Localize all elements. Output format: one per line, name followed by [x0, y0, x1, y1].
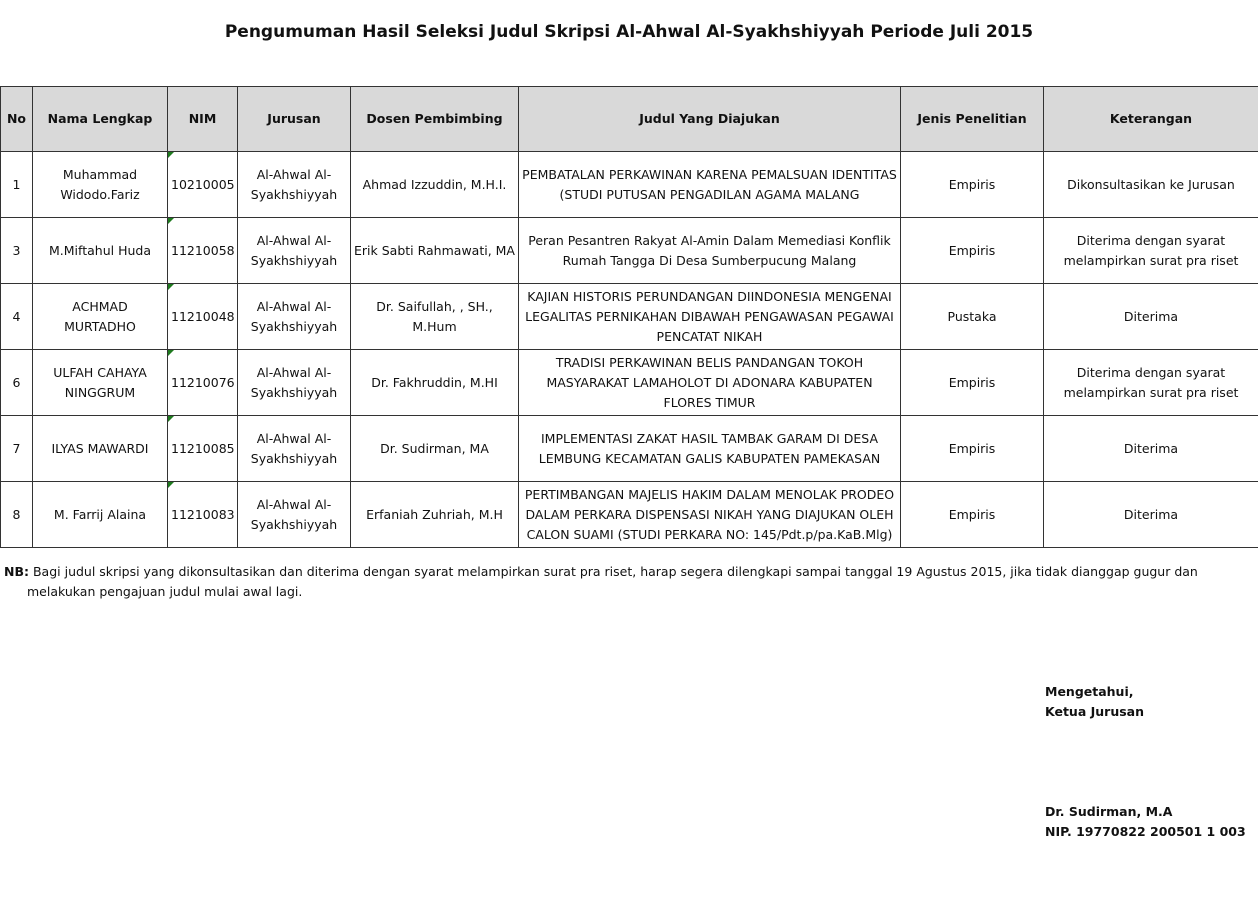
signature-block	[1045, 802, 1246, 842]
cell-nama: ILYAS MAWARDI	[33, 416, 168, 482]
cell-nim: 11210083	[168, 482, 238, 548]
cell-keterangan: Diterima	[1044, 482, 1258, 548]
signature-nip: NIP. 19770822 200501 1 003	[1045, 824, 1246, 839]
cell-no: 8	[1, 482, 33, 548]
cell-jenis: Empiris	[901, 350, 1044, 416]
table-header-row	[1, 87, 1258, 152]
cell-judul: PERTIMBANGAN MAJELIS HAKIM DALAM MENOLAK PRODEO DALAM PERKARA DISPENSASI NIKAH YANG DIAJUKAN OLEH CALON SUAMI (STUDI PERKARA NO: 145/Pdt.p/pa.KaB.Mlg)	[519, 482, 901, 548]
header-nim: NIM	[168, 87, 238, 152]
signature-heading	[1045, 682, 1144, 722]
cell-dosen: Erik Sabti Rahmawati, MA	[351, 218, 519, 284]
cell-dosen: Dr. Fakhruddin, M.HI	[351, 350, 519, 416]
header-dosen: Dosen Pembimbing	[351, 87, 519, 152]
table-row	[1, 284, 1258, 350]
cell-nim: 10210005	[168, 152, 238, 218]
header-no: No	[1, 87, 33, 152]
cell-jurusan: Al-Ahwal Al-Syakhshiyyah	[238, 152, 351, 218]
cell-jurusan: Al-Ahwal Al-Syakhshiyyah	[238, 284, 351, 350]
cell-judul: TRADISI PERKAWINAN BELIS PANDANGAN TOKOH MASYARAKAT LAMAHOLOT DI ADONARA KABUPATEN FLORES TIMUR	[519, 350, 901, 416]
cell-judul: PEMBATALAN PERKAWINAN KARENA PEMALSUAN IDENTITAS (STUDI PUTUSAN PENGADILAN AGAMA MALANG	[519, 152, 901, 218]
cell-nim: 11210076	[168, 350, 238, 416]
cell-jenis: Pustaka	[901, 284, 1044, 350]
cell-jenis: Empiris	[901, 152, 1044, 218]
cell-keterangan: Diterima dengan syarat melampirkan surat pra riset	[1044, 218, 1258, 284]
note	[4, 562, 1204, 602]
header-jurusan: Jurusan	[238, 87, 351, 152]
cell-keterangan: Dikonsultasikan ke Jurusan	[1044, 152, 1258, 218]
cell-nim: 11210058	[168, 218, 238, 284]
table-row	[1, 482, 1258, 548]
header-jenis: Jenis Penelitian	[901, 87, 1044, 152]
cell-judul: Peran Pesantren Rakyat Al-Amin Dalam Memediasi Konflik Rumah Tangga Di Desa Sumberpucung Malang	[519, 218, 901, 284]
cell-jurusan: Al-Ahwal Al-Syakhshiyyah	[238, 416, 351, 482]
cell-nama: Muhammad Widodo.Fariz	[33, 152, 168, 218]
header-keterangan: Keterangan	[1044, 87, 1258, 152]
table-row	[1, 152, 1258, 218]
cell-nama: M. Farrij Alaina	[33, 482, 168, 548]
cell-jenis: Empiris	[901, 416, 1044, 482]
cell-judul: KAJIAN HISTORIS PERUNDANGAN DIINDONESIA MENGENAI LEGALITAS PERNIKAHAN DIBAWAH PENGAWASAN PEGAWAI PENCATAT NIKAH	[519, 284, 901, 350]
page-title: Pengumuman Hasil Seleksi Judul Skripsi Al-Ahwal Al-Syakhshiyyah Periode Juli 2015	[224, 22, 1034, 42]
note-line2: melakukan pengajuan judul mulai awal lagi.	[27, 584, 303, 599]
header-nama: Nama Lengkap	[33, 87, 168, 152]
cell-jurusan: Al-Ahwal Al-Syakhshiyyah	[238, 350, 351, 416]
cell-no: 7	[1, 416, 33, 482]
results-table	[0, 86, 1258, 548]
cell-keterangan: Diterima	[1044, 284, 1258, 350]
cell-nim: 11210085	[168, 416, 238, 482]
table-row	[1, 350, 1258, 416]
signature-line2: Ketua Jurusan	[1045, 704, 1144, 719]
header-judul: Judul Yang Diajukan	[519, 87, 901, 152]
cell-no: 6	[1, 350, 33, 416]
cell-judul: IMPLEMENTASI ZAKAT HASIL TAMBAK GARAM DI DESA LEMBUNG KECAMATAN GALIS KABUPATEN PAMEKASAN	[519, 416, 901, 482]
cell-dosen: Dr. Sudirman, MA	[351, 416, 519, 482]
cell-jurusan: Al-Ahwal Al-Syakhshiyyah	[238, 482, 351, 548]
cell-nama: M.Miftahul Huda	[33, 218, 168, 284]
note-line1: Bagi judul skripsi yang dikonsultasikan dan diterima dengan syarat melampirkan surat pra riset, harap segera dilengkapi sampai tanggal 19 Agustus 2015, jika tidak dianggap gugur dan	[32, 564, 1198, 579]
note-label: NB:	[4, 564, 29, 579]
cell-nama: ULFAH CAHAYA NINGGRUM	[33, 350, 168, 416]
cell-nim: 11210048	[168, 284, 238, 350]
cell-keterangan: Diterima	[1044, 416, 1258, 482]
cell-nama: ACHMAD MURTADHO	[33, 284, 168, 350]
cell-keterangan: Diterima dengan syarat melampirkan surat pra riset	[1044, 350, 1258, 416]
cell-jenis: Empiris	[901, 218, 1044, 284]
cell-dosen: Erfaniah Zuhriah, M.H	[351, 482, 519, 548]
cell-dosen: Ahmad Izzuddin, M.H.I.	[351, 152, 519, 218]
signature-name: Dr. Sudirman, M.A	[1045, 804, 1173, 819]
cell-no: 4	[1, 284, 33, 350]
cell-jurusan: Al-Ahwal Al-Syakhshiyyah	[238, 218, 351, 284]
table-row	[1, 416, 1258, 482]
cell-no: 3	[1, 218, 33, 284]
signature-line1: Mengetahui,	[1045, 684, 1134, 699]
table-row	[1, 218, 1258, 284]
cell-dosen: Dr. Saifullah, , SH., M.Hum	[351, 284, 519, 350]
cell-jenis: Empiris	[901, 482, 1044, 548]
cell-no: 1	[1, 152, 33, 218]
